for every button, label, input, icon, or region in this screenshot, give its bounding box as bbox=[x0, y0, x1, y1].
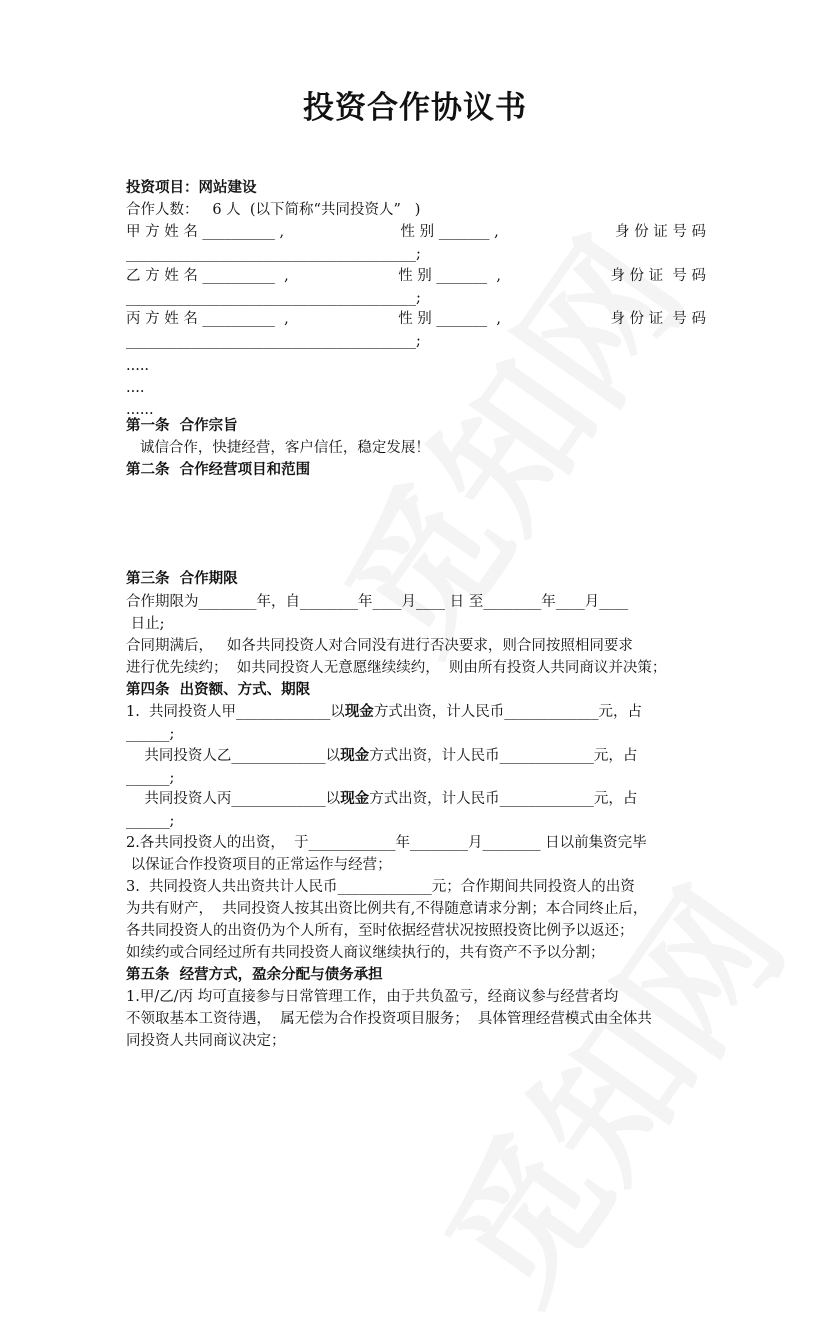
party-gender: 性 别 _______ , bbox=[400, 224, 499, 240]
article-4-line: 各共同投资人的出资仍为个人所有，至时依据经营状况按照投资比例予以返还； bbox=[126, 923, 634, 939]
party-b-line bbox=[126, 265, 706, 287]
article-3-line: 日止; bbox=[126, 616, 165, 632]
article-4-heading: 第四条 出资额、方式、期限 bbox=[126, 682, 311, 698]
partners-line: 合作人数： 6 人 (以下简称“共同投资人” ) bbox=[126, 202, 421, 218]
investor-suffix: 方式出资，计人民币_____________元，占 bbox=[369, 748, 638, 764]
party-a-id-line: ________________________________________; bbox=[126, 246, 421, 262]
party-id: 身 份 证 号 码 bbox=[610, 268, 706, 284]
article-1-heading: 第一条 合作宗旨 bbox=[126, 418, 238, 434]
investor-line bbox=[126, 745, 706, 767]
article-4-line: 2.各共同投资人的出资， 于____________年________月________ 日以前集资完毕 bbox=[126, 835, 647, 851]
party-name: 乙 方 姓 名 __________ , bbox=[126, 268, 289, 284]
party-gender: 性 别 _______ , bbox=[398, 268, 501, 284]
investor-line bbox=[126, 701, 706, 723]
investor-suffix: 方式出资，计人民币_____________元，占 bbox=[369, 791, 638, 807]
article-1-body: 诚信合作，快捷经营，客户信任，稳定发展！ bbox=[126, 440, 430, 456]
party-name: 甲 方 姓 名 __________ , bbox=[126, 224, 285, 240]
article-2-heading: 第二条 合作经营项目和范围 bbox=[126, 462, 311, 478]
article-3-heading: 第三条 合作期限 bbox=[126, 571, 238, 587]
ellipsis: .... bbox=[126, 380, 145, 396]
party-c-line bbox=[126, 308, 706, 330]
article-5-line: 不领取基本工资待遇， 属无偿为合作投资项目服务； 具体管理经营模式由全体共 bbox=[126, 1011, 652, 1027]
article-3-line: 进行优先续约； 如共同投资人无意愿继续续约， 则由所有投资人共同商议并决策； bbox=[126, 660, 667, 676]
investor-line bbox=[126, 788, 706, 810]
investor-share: ______; bbox=[126, 813, 175, 829]
article-4-line: 如续约或合同经过所有共同投资人商议继续执行的，共有资产不予以分割； bbox=[126, 945, 605, 961]
article-5-heading: 第五条 经营方式，盈余分配与债务承担 bbox=[126, 967, 383, 983]
party-a-line bbox=[126, 221, 706, 243]
party-b-id-line: ________________________________________; bbox=[126, 290, 421, 306]
article-5-line: 1.甲/乙/丙 均可直接参与日常管理工作，由于共负盈亏，经商议参与经营者均 bbox=[126, 989, 619, 1005]
article-5-line: 同投资人共同商议决定； bbox=[126, 1033, 286, 1049]
article-3-line: 合同期满后， 如各共同投资人对合同没有进行否决要求，则合同按照相同要求 bbox=[126, 638, 633, 654]
investor-prefix: 共同投资人丙_____________以 bbox=[126, 791, 341, 807]
party-c-id-line: ________________________________________; bbox=[126, 333, 421, 349]
article-4-line: 以保证合作投资项目的正常运作与经营； bbox=[126, 857, 392, 873]
article-4-line: 3. 共同投资人共出资共计人民币_____________元；合作期间共同投资人的出资 bbox=[126, 879, 635, 895]
investment-method: 现金 bbox=[340, 791, 370, 807]
investor-prefix: 1. 共同投资人甲_____________以 bbox=[126, 704, 345, 720]
party-gender: 性 别 _______ , bbox=[398, 311, 501, 327]
investor-prefix: 共同投资人乙_____________以 bbox=[126, 748, 341, 764]
ellipsis: ...... bbox=[126, 402, 154, 418]
article-4-line: 为共有财产， 共同投资人按其出资比例共有,不得随意请求分割；本合同终止后， bbox=[126, 901, 648, 917]
investor-suffix: 方式出资，计人民币_____________元，占 bbox=[373, 704, 643, 720]
party-id: 身 份 证 号 码 bbox=[610, 311, 706, 327]
investment-method: 现金 bbox=[344, 704, 374, 720]
ellipsis: ..... bbox=[126, 358, 150, 374]
article-3-line: 合作期限为________年，自________年____月____ 日 至________年____月____ bbox=[126, 594, 629, 610]
party-id: 身 份 证 号 码 bbox=[615, 224, 706, 240]
document-title: 投资合作协议书 bbox=[303, 90, 527, 126]
party-name: 丙 方 姓 名 __________ , bbox=[126, 311, 289, 327]
investment-method: 现金 bbox=[340, 748, 370, 764]
investor-share: ______; bbox=[126, 726, 175, 742]
investor-share: ______; bbox=[126, 770, 175, 786]
project-line: 投资项目：网站建设 bbox=[126, 180, 257, 196]
